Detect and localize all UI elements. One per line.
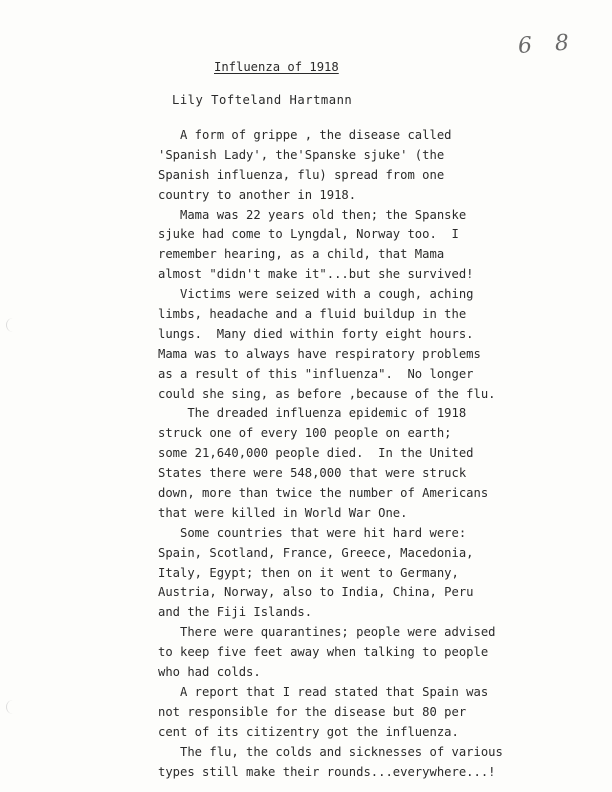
body-line: 'Spanish Lady', the'Spanske sjuke' (the: [158, 147, 445, 162]
body-line: Victims were seized with a cough, aching: [158, 287, 474, 302]
body-line: types still make their rounds...everywhere...!: [158, 764, 496, 779]
body-line: States there were 548,000 that were struck: [158, 466, 467, 481]
body-line: The flu, the colds and sicknesses of various: [158, 744, 503, 759]
body-line: Some countries that were hit hard were:: [158, 525, 467, 540]
body-line: cent of its citizentry got the influenza.: [158, 724, 459, 739]
body-line: down, more than twice the number of Americans: [158, 486, 489, 501]
punch-hole-mark: [6, 318, 15, 332]
body-line: and the Fiji Islands.: [158, 605, 313, 620]
body-line: limbs, headache and a fluid buildup in the: [158, 307, 467, 322]
punch-hole-mark: [6, 700, 15, 714]
body-line: A report that I read stated that Spain was: [158, 684, 489, 699]
body-line: struck one of every 100 people on earth;: [158, 426, 452, 441]
body-line: that were killed in World War One.: [158, 505, 408, 520]
document-title: Influenza of 1918: [214, 60, 339, 74]
body-line: There were quarantines; people were advised: [158, 625, 496, 640]
body-line: lungs. Many died within forty eight hours.: [158, 326, 474, 341]
body-line: Italy, Egypt; then on it went to Germany,: [158, 565, 459, 580]
body-line: some 21,640,000 people died. In the United: [158, 446, 474, 461]
body-line: Spain, Scotland, France, Greece, Macedonia,: [158, 545, 474, 560]
body-line: Mama was 22 years old then; the Spanske: [158, 207, 467, 222]
body-line: A form of grippe , the disease called: [158, 128, 452, 142]
handwritten-page-number: 6 8: [517, 29, 578, 60]
document-body: [158, 126, 503, 782]
body-line: almost "didn't make it"...but she survived!: [158, 267, 474, 282]
body-line: Mama was to always have respiratory problems: [158, 346, 481, 361]
body-line: Austria, Norway, also to India, China, Peru: [158, 585, 474, 600]
body-line: The dreaded influenza epidemic of 1918: [158, 406, 467, 421]
body-line: as a result of this "influenza". No longer: [158, 366, 474, 381]
body-line: who had colds.: [158, 665, 261, 680]
body-line: Spanish influenza, flu) spread from one: [158, 167, 445, 182]
document-author: Lily Tofteland Hartmann: [172, 93, 353, 107]
body-line: to keep five feet away when talking to people: [158, 645, 489, 660]
body-line: remember hearing, as a child, that Mama: [158, 247, 445, 262]
body-line: sjuke had come to Lyngdal, Norway too. I: [158, 227, 459, 242]
body-line: not responsible for the disease but 80 per: [158, 704, 467, 719]
body-line: could she sing, as before ,because of the flu.: [158, 386, 496, 401]
body-line: country to another in 1918.: [158, 187, 357, 202]
